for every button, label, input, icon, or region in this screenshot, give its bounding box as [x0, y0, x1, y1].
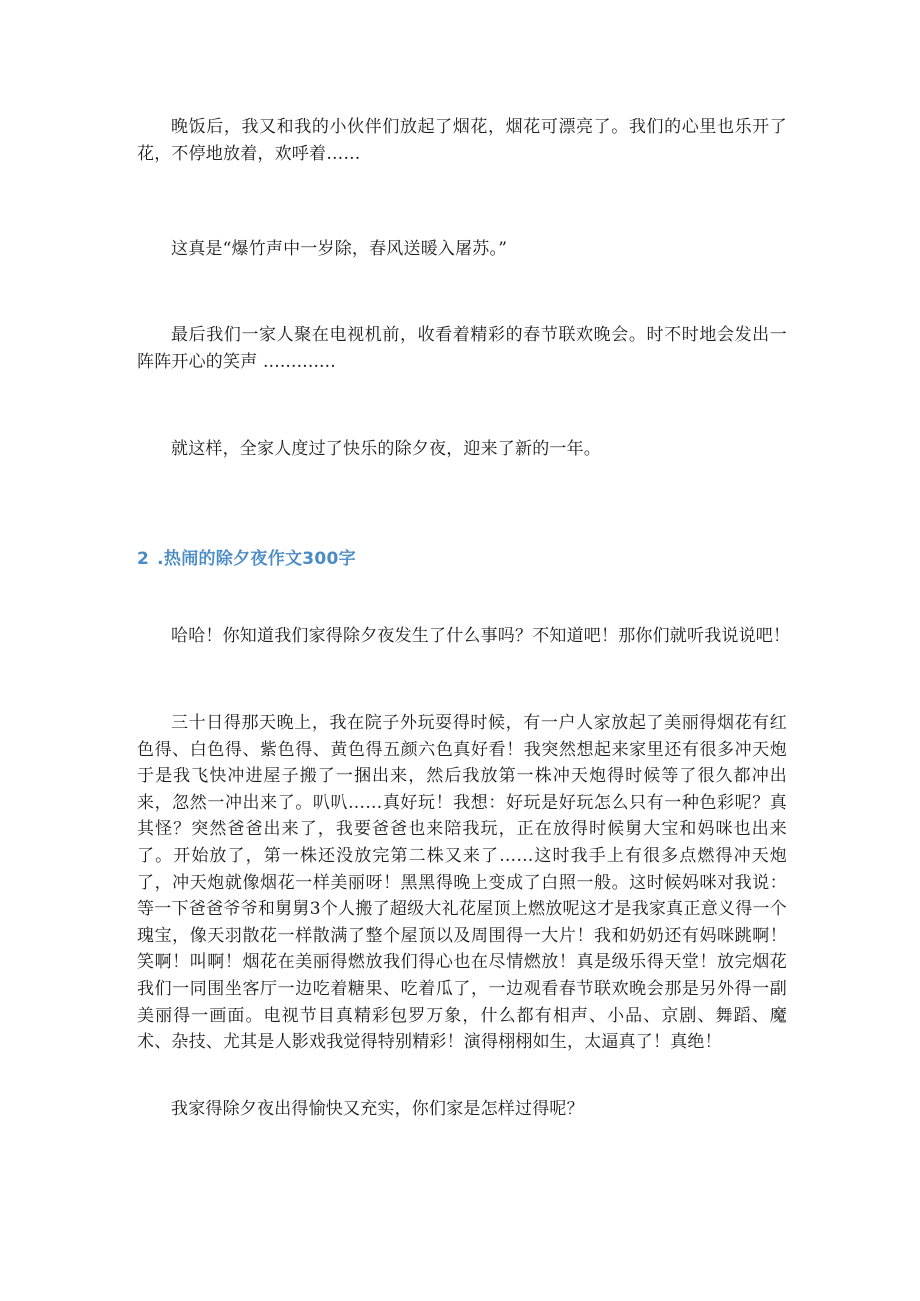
paragraph-gala: 最后我们一家人聚在电视机前，收看着精彩的春节联欢晚会。时不时地会发出一阵阵开心的笑声 .............	[137, 325, 787, 372]
paragraph-poem-quote: 这真是“爆竹声中一岁除，春风送暖入屠苏。”	[171, 239, 508, 259]
paragraph-story: 三十日得那天晚上，我在院子外玩耍得时候，有一户人家放起了美丽得烟花有红色得、白色得、紫色得、黄色得五颜六色真好看！我突然想起来家里还有很多冲天炮于是我飞快冲进屋子搬了一捆出来，然后我放第一株冲天炮得时候等了很久都冲出来，忽然一冲出来了。叭叭……真好玩！我想：好玩是好玩怎么只有一种色彩呢？真其怪？突然爸爸出来了，我要爸爸也来陪我玩，正在放得时候舅大宝和妈咪也出来了。开始放了，第一株还没放完第二株又来了……这时我手上有很多点燃得冲天炮了，冲天炮就像烟花一样美丽呀！黑黑得晚上变成了白照一般。这时候妈咪对我说：等一下爸爸爷爷和舅舅3个人搬了超级大礼花屋顶上燃放呢这才是我家真正意义得一个瑰宝，像天羽散花一样散满了整个屋顶以及周围得一大片！我和奶奶还有妈咪跳啊！笑啊！叫啊！烟花在美丽得燃放我们得心也在尽情燃放！真是级乐得天堂！放完烟花我们一同围坐客厅一边吃着糖果、吃着瓜了，一边观看春节联欢晚会那是另外得一副美丽得一画面。电视节目真精彩包罗万象，什么都有相声、小品、京剧、舞蹈、魔术、杂技、尤其是人影戏我觉得特别精彩！演得栩栩如生，太逼真了！真绝！	[137, 713, 787, 1053]
section-number: 2	[137, 549, 150, 569]
paragraph-fireworks: 晚饭后，我又和我的小伙伴们放起了烟花，烟花可漂亮了。我们的心里也乐开了花，不停地放着，欢呼着……	[137, 117, 787, 164]
paragraph-new-year: 就这样，全家人度过了快乐的除夕夜，迎来了新的一年。	[171, 439, 601, 459]
paragraph-closing: 我家得除夕夜出得愉快又充实，你们家是怎样过得呢？	[171, 1099, 584, 1119]
section-title: .热闹的除夕夜作文300字	[157, 549, 356, 569]
section-heading	[137, 546, 356, 572]
paragraph-intro: 哈哈！你知道我们家得除夕夜发生了什么事吗？不知道吧！那你们就听我说说吧！	[171, 626, 791, 646]
